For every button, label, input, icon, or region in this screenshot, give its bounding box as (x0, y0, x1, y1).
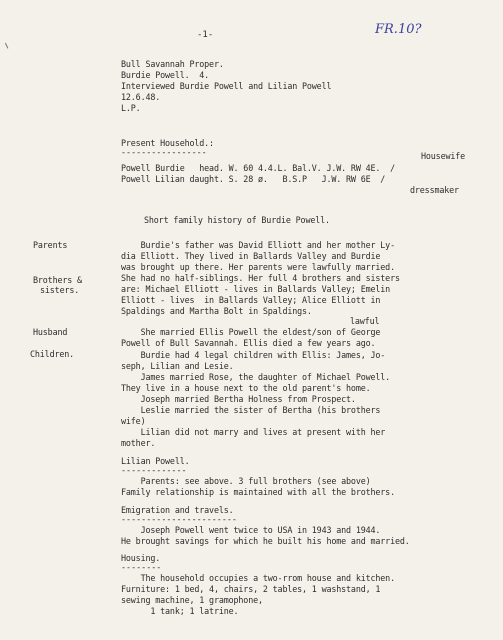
paragraph-line: dia Elliott. They lived in Ballards Valley and Burdie (121, 251, 381, 261)
margin-mark (5, 41, 11, 48)
household-row: Powell Lilian daught. S. 28 ø. B.S.P J.W. RW 6E / (121, 174, 386, 184)
header-line: Burdie Powell. 4. (121, 70, 210, 80)
paragraph-line: Burdie had 4 legal children with Ellis: James, Jo- (121, 350, 386, 360)
paragraph-line: Burdie's father was David Elliott and her mother Ly- (121, 240, 395, 250)
paragraph-line: sewing machine, 1 gramophone, (121, 595, 263, 605)
section-underline: ----------------- (121, 147, 207, 157)
paragraph-line: Parents: see above. 3 full brothers (see above) (121, 476, 371, 486)
paragraph-line: was brought up there. Her parents were lawfully married. (121, 262, 395, 272)
section-underline: ----------------------- (121, 514, 237, 524)
paragraph-line: Joseph married Bertha Holness from Prospect. (121, 394, 356, 404)
margin-label-husband: Husband (33, 327, 68, 337)
paragraph-line: seph, Lilian and Lesie. (121, 361, 234, 371)
header-line: Interviewed Burdie Powell and Lilian Powell (121, 81, 332, 91)
paragraph-line: Spaldings and Martha Bolt in Spaldings. (121, 306, 312, 316)
section-title: Lilian Powell. (121, 456, 190, 466)
paragraph-line: 1 tank; 1 latrine. (121, 606, 239, 616)
paragraph-line: mother. (121, 438, 156, 448)
handwritten-annotation: FR.10? (375, 22, 422, 37)
section-title: Housing. (121, 553, 161, 563)
role-note: Housewife (421, 151, 466, 161)
section-underline: -------- (121, 562, 162, 572)
paragraph-line: She married Ellis Powell the eldest/son of George (121, 327, 381, 337)
header-line: 12.6.48. (121, 92, 161, 102)
paragraph-line: Family relationship is maintained with all the brothers. (121, 487, 395, 497)
section-underline: ------------- (121, 465, 187, 475)
margin-label-siblings: sisters. (40, 285, 80, 295)
header-line: Bull Savannah Proper. (121, 59, 224, 69)
paragraph-line: Lilian did not marry and lives at present with her (121, 427, 386, 437)
paragraph-line: James married Rose, the daughter of Michael Powell. (121, 372, 391, 382)
paragraph-line: Powell of Bull Savannah. Ellis died a few years ago. (121, 338, 376, 348)
lawful-insert: lawful (350, 316, 380, 326)
household-row: Powell Burdie head. W. 60 4.4.L. Bal.V. J.W. RW 4E. / (121, 163, 395, 173)
paragraph-line: are: Michael Elliott - lives in Ballards Valley; Emelin (121, 284, 391, 294)
paragraph-line: He brought savings for which he built his home and married. (121, 536, 410, 546)
section-title: Emigration and travels. (121, 505, 234, 515)
occupation-note: dressmaker (410, 185, 459, 195)
paragraph-line: She had no half-siblings. Her full 4 brothers and sisters (121, 273, 400, 283)
paragraph-line: They live in a house next to the old parent's home. (121, 383, 371, 393)
paragraph-line: Leslie married the sister of Bertha (his brothers (121, 405, 381, 415)
section-title: Present Household.: (121, 138, 214, 148)
paragraph-line: Elliott - lives in Ballards Valley; Alice Elliott in (121, 295, 381, 305)
family-history-title: Short family history of Burdie Powell. (144, 215, 330, 225)
paragraph-line: Furniture: 1 bed, 4, chairs, 2 tables, 1 washstand, 1 (121, 584, 381, 594)
paragraph-line: Joseph Powell went twice to USA in 1943 and 1944. (121, 525, 381, 535)
page-number: -1- (197, 30, 214, 40)
margin-label-parents: Parents (33, 240, 68, 250)
margin-label-children: Children. (30, 349, 75, 359)
header-line: L.P. (121, 103, 141, 113)
paragraph-line: The household occupies a two-rrom house and kitchen. (121, 573, 395, 583)
margin-label-siblings: Brothers & (33, 275, 82, 285)
paragraph-line: wife) (121, 416, 146, 426)
